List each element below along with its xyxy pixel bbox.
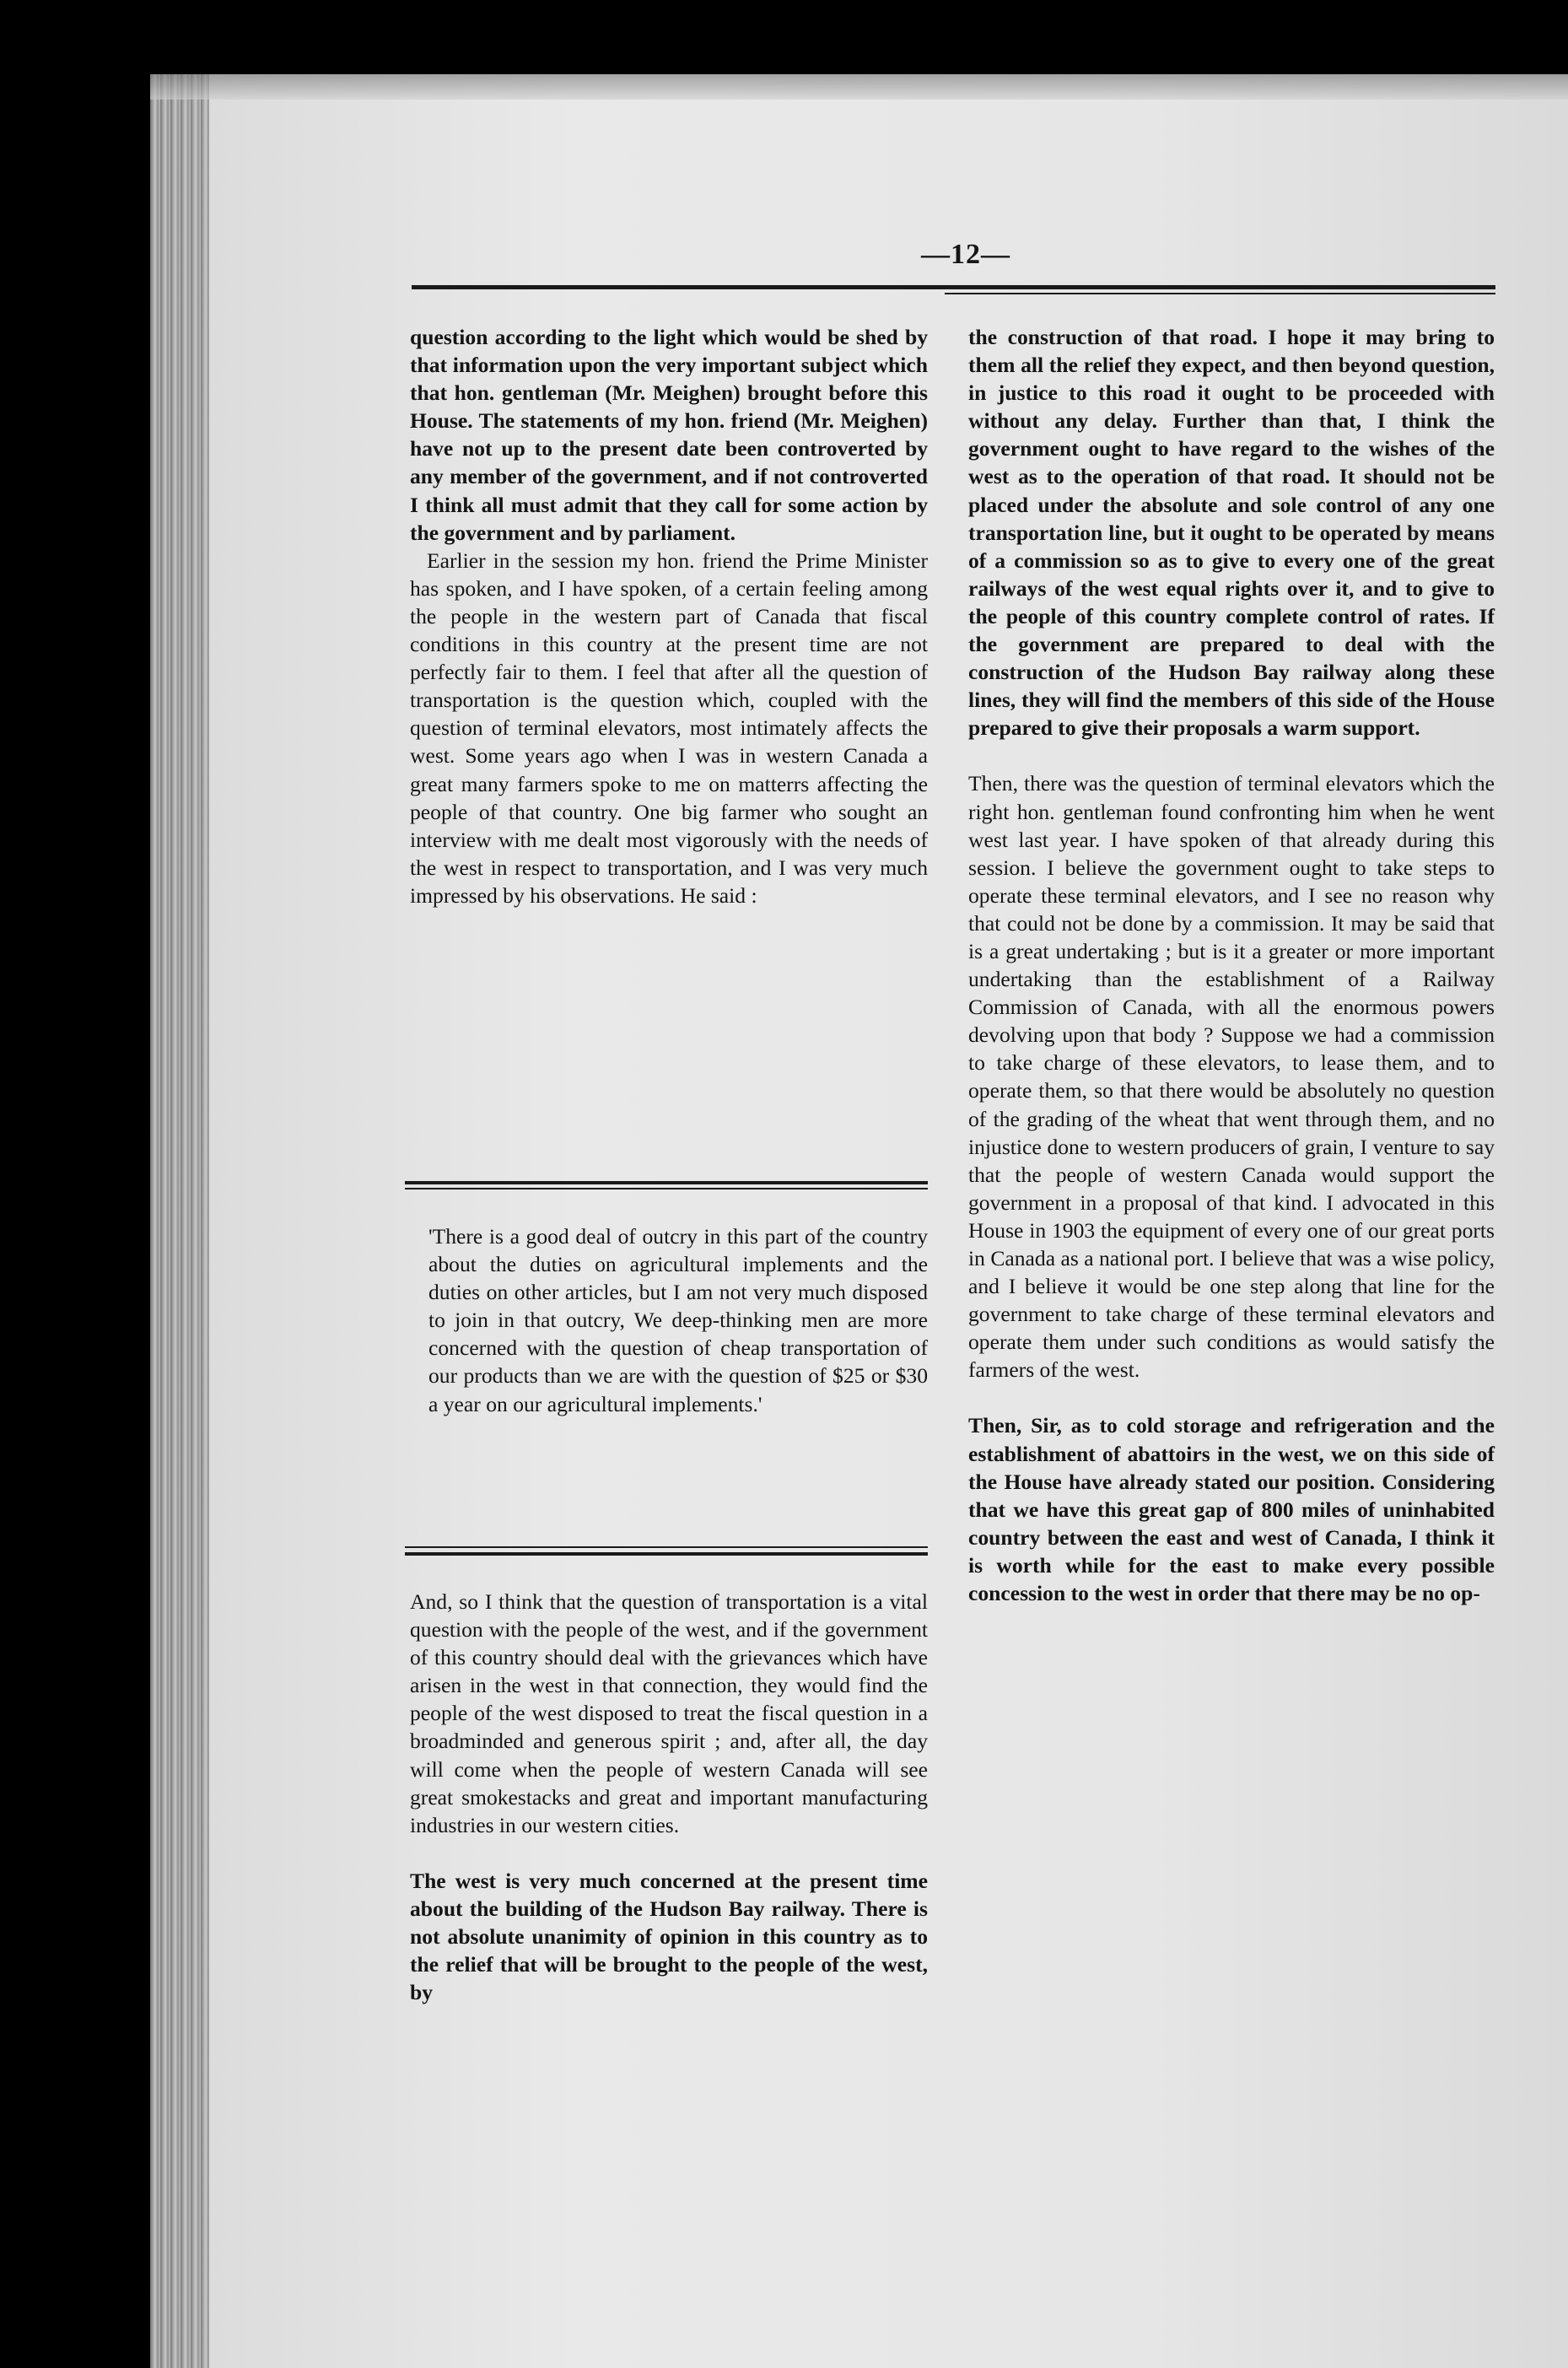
quote-rule-bottom-thin xyxy=(405,1546,928,1548)
quote-rule-top xyxy=(405,1181,928,1184)
right-paragraph-2: Then, there was the question of terminal elevators which the right hon. gentleman found confronting him when he went west last year. I have spoken of that already during this session. I believe the government ought to take steps to operate these terminal elevators, and I see no reason why that could not be done by a commission. It may be said that is a great undertaking ; but is it a greater or more important undertaking than the establishment of a Railway Commission of Canada, with all the enormous powers devolving upon that body ? Suppose we had a commission to take charge of these elevators, to lease them, and to operate them, so that there would be absolutely no question of the grading of the wheat that went through them, and no injustice done to western producers of grain, I venture to say that the people of western Canada would support the government in a proposal of that kind. I advocated in this House in 1903 the equipment of every one of our great ports in Canada as a national port. I believe that was a wise policy, and I believe it would be one step along that line for the government to take charge of these terminal elevators and operate them under such conditions as would satisfy the farmers of the west. xyxy=(968,771,1495,1383)
right-paragraph-3: Then, Sir, as to cold storage and refrigeration and the establishment of abattoirs in the west, we on this side of the House have already stated our position. Considering that we have this great gap of 800 miles of uninhabited country between the east and west of Canada, I think it is worth while for the east to make every possible concession to the west in order that there may be no op- xyxy=(968,1413,1495,1606)
left-paragraph-3: And, so I think that the question of transportation is a vital question with the people of the west, and if the government of this country should deal with the grievances which have arisen in the west in that connection, they would find the people of the west disposed to treat the fiscal question in a broadminded and generous spirit ; and, after all, the day will come when the people of western Canada will see great smokestacks and great and important manufacturing industries in our western cities. xyxy=(410,1589,928,1837)
header-rule xyxy=(412,285,1495,289)
left-paragraph-4: The west is very much concerned at the present time about the building of the Hudson Bay railway. There is not absolute unanimity of opinion in this country as to the relief that will be brought to the people of the west, by xyxy=(410,1868,928,2005)
page-number: —12— xyxy=(921,239,1010,270)
left-column-bottom xyxy=(410,1588,928,2006)
right-column xyxy=(968,323,1495,1607)
left-paragraph-2: Earlier in the session my hon. friend the Prime Minister has spoken, and I have spoken, of a certain feeling among the people in the western part of Canada that fiscal conditions in this country at the present time are not perfectly fair to them. I feel that after all the question of transportation is the question which, coupled with the question of terminal elevators, most intimately affects the west. Some years ago when I was in western Canada a great many farmers spoke to me on matterrs affecting the people of that country. One big farmer who sought an interview with me dealt most vigorously with the needs of the west in respect to transportation, and I was very much impressed by his observations. He said : xyxy=(410,547,928,908)
quote-rule-bottom xyxy=(405,1552,928,1556)
page-edge-shadow xyxy=(150,74,209,2368)
quote-rule-top-thin xyxy=(405,1188,928,1189)
block-quote: 'There is a good deal of outcry in this part of the country about the duties on agricultural implements and the duties on other articles, but I am not very much disposed to join in that outcry, We deep-thinking men are more concerned with the question of cheap transportation of our products than we are with the question of $25 or $30 a year on our agricultural implements.' xyxy=(428,1224,928,1416)
right-paragraph-1: the construction of that road. I hope it may bring to them all the relief they expect, and then beyond question, in justice to this road it ought to be proceeded with without any delay. Further than that, I think the government ought to have regard to the wishes of the west as to the operation of that road. It should not be placed under the absolute and sole control of any one transportation line, but it ought to be operated by means of a commission so as to give to every one of the great railways of the west equal rights over it, and to give to the people of this country complete control of rates. If the government are prepared to deal with the construction of the Hudson Bay railway along these lines, they will find the members of this side of the House prepared to give their proposals a warm support. xyxy=(968,325,1495,741)
header-rule-secondary xyxy=(945,293,1495,294)
left-column-top xyxy=(410,323,928,909)
left-paragraph-1: question according to the light which would be shed by that information upon the very important subject which that hon. gentleman (Mr. Meighen) brought before this House. The statements of my hon. friend (Mr. Meighen) have not up to the present date been controverted by any member of the government, and if not controverted I think all must admit that they call for some action by the government and by parliament. xyxy=(410,325,928,545)
page-top-shadow xyxy=(150,74,1568,100)
